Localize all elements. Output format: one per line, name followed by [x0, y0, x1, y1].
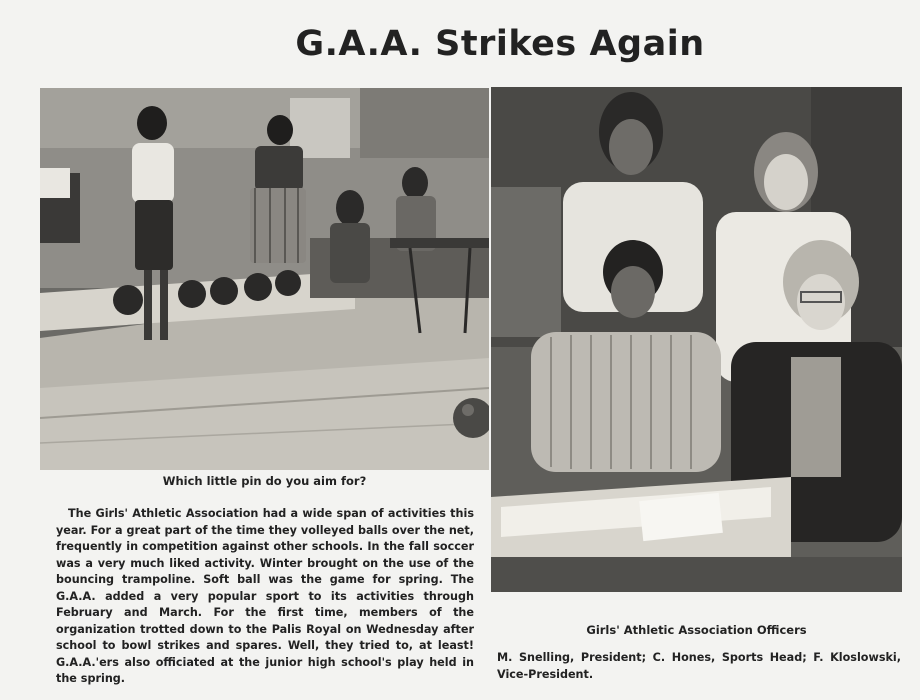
officers-heading: Girls' Athletic Association Officers	[586, 623, 807, 637]
officers-list: M. Snelling, President; C. Hones, Sports Head; F. Kloslowski, Vice-President.	[497, 651, 901, 681]
article-body: The Girls' Athletic Association had a wide span of activities this year. For a great part of the time they volleyed balls over the net, frequently in competition against other schools. In the fall soccer was a very much liked activity. Winter brought on the use of the bouncing trampoline. Soft ball was the game for spring. The G.A.A. added a very popular sport to its activities through February and March. For the first time, members of the organization trotted down to the Palis Royal on Wednesday after school to bowl strikes and spares. Well, they tried to, at least! G.A.A.'ers also officiated at the junior high school's play held in the spring.	[56, 507, 474, 685]
page-title: G.A.A. Strikes Again	[295, 24, 705, 64]
officers-photo	[491, 87, 902, 592]
left-photo-caption: Which little pin do you aim for?	[162, 474, 367, 488]
bowling-alley-photo	[40, 88, 489, 470]
